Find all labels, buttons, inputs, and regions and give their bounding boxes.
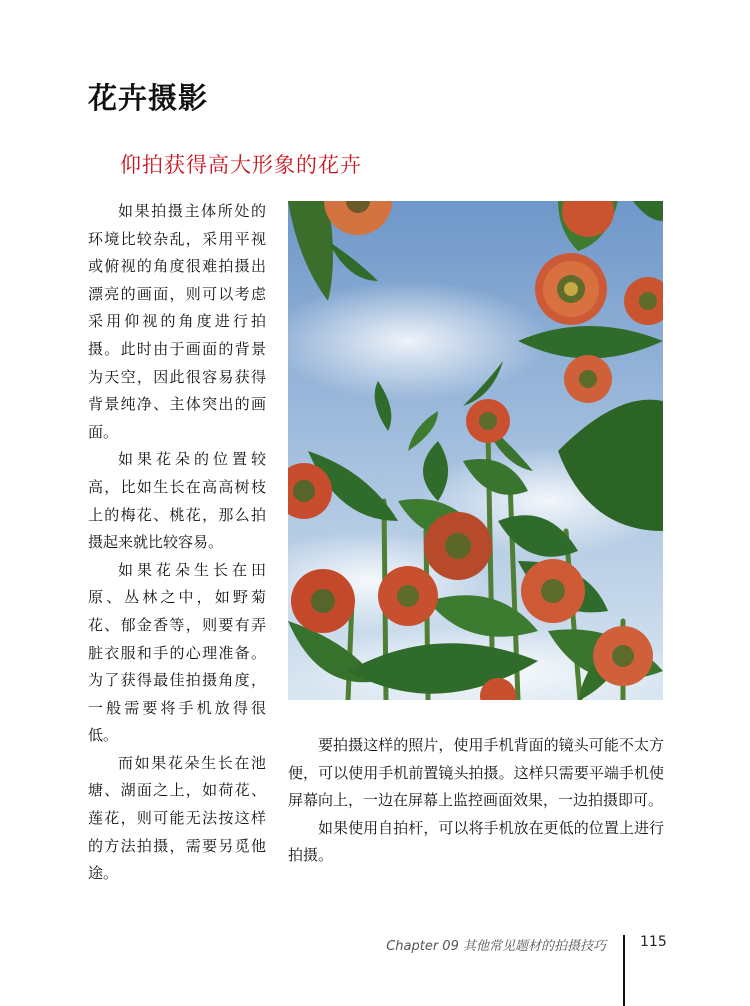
paragraph: 如果花朵生长在田原、丛林之中，如野菊花、郁金香等，则要有弄脏衣服和手的心理准备。为了获得最佳拍摄角度，一般需要将手机放得很低。 bbox=[88, 560, 266, 745]
page-number: 115 bbox=[640, 934, 667, 950]
flower-photo bbox=[288, 201, 663, 700]
paragraph: 如果使用自拍杆，可以将手机放在更低的位置上进行拍摄。 bbox=[288, 818, 664, 865]
paragraph: 如果拍摄主体所处的环境比较杂乱，采用平视或俯视的角度很难拍摄出漂亮的画面，则可以考虑采用仰视的角度进行拍摄。此时由于画面的背景为天空，因此很容易获得背景纯净、主体突出的画面。 bbox=[88, 202, 266, 441]
right-text-column bbox=[288, 732, 664, 870]
left-text-column bbox=[88, 198, 266, 888]
paragraph: 而如果花朵生长在池塘、湖面之上，如荷花、莲花，则可能无法按这样的方法拍摄，需要另觅他途。 bbox=[88, 753, 266, 883]
page-title: 花卉摄影 bbox=[88, 81, 209, 115]
section-title: 仰拍获得高大形象的花卉 bbox=[120, 153, 362, 177]
flower-photo-illustration bbox=[288, 201, 663, 700]
paragraph: 要拍摄这样的照片，使用手机背面的镜头可能不太方便，可以使用手机前置镜头拍摄。这样只需要平端手机使屏幕向上，一边在屏幕上监控画面效果，一边拍摄即可。 bbox=[288, 736, 664, 810]
paragraph: 如果花朵的位置较高，比如生长在高高树枝上的梅花、桃花，那么拍摄起来就比较容易。 bbox=[88, 450, 266, 552]
footer-divider bbox=[623, 935, 625, 1006]
footer-chapter-title: Chapter 09 其他常见题材的拍摄技巧 bbox=[386, 939, 606, 954]
